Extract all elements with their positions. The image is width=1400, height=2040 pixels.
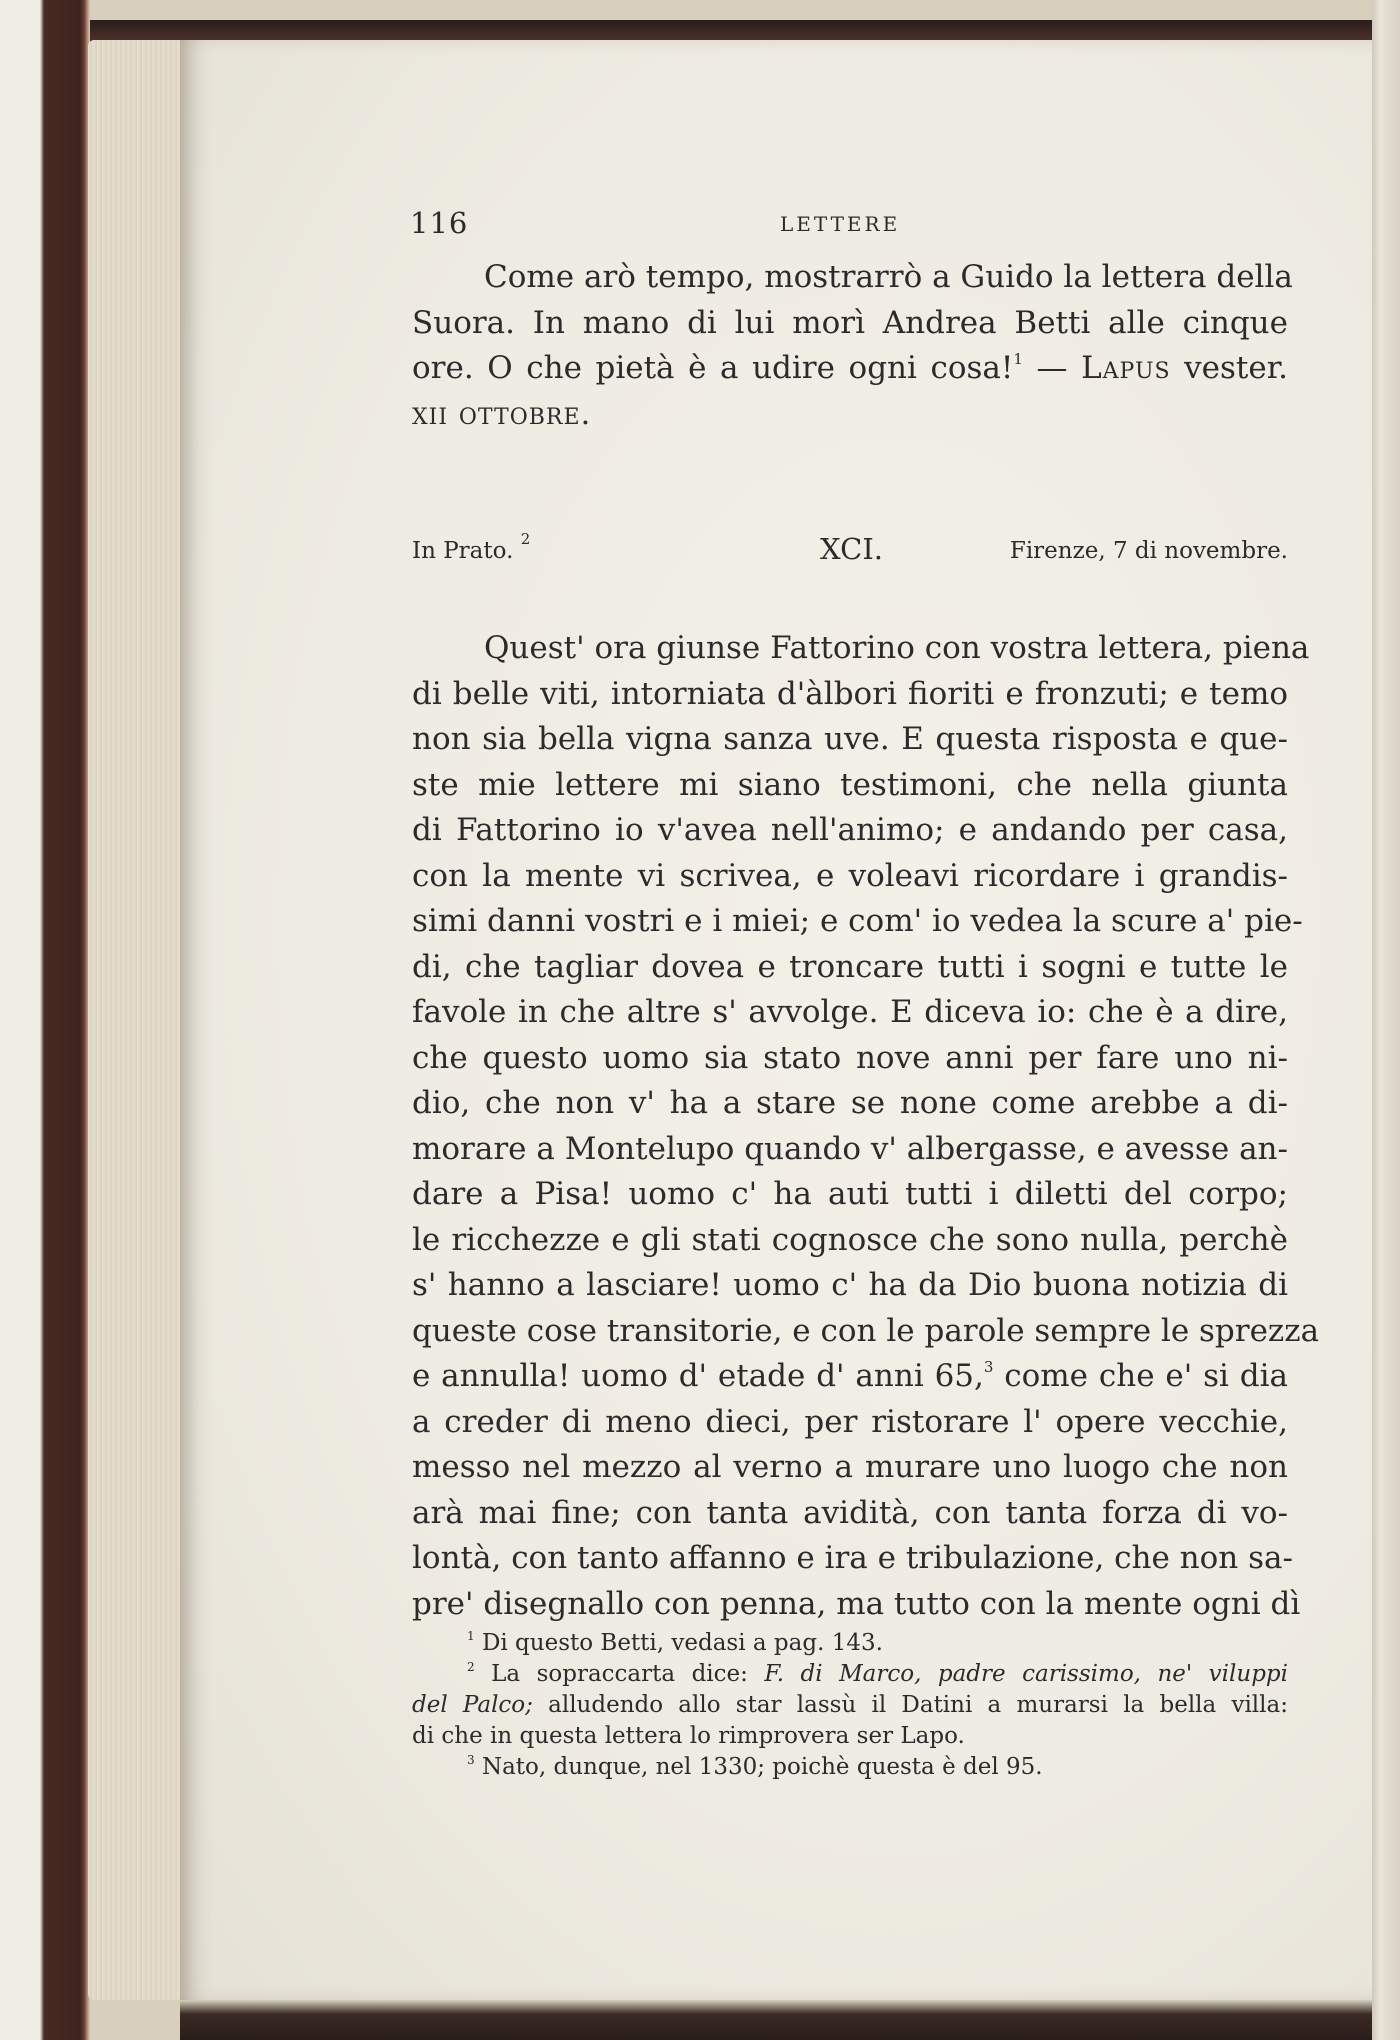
text-line: messo nel mezzo al verno a murare uno luogo che non (412, 1449, 1288, 1485)
text-line: s' hanno a lasciare! uomo c' ha da Dio buona notizia di (412, 1267, 1288, 1303)
footnote-ref-1: 1 (1013, 350, 1023, 368)
text-line: che questo uomo sia stato nove anni per fare uno ni- (412, 1039, 1288, 1076)
footnote-2-line-3: di che in questa lettera lo rimprovera ser Lapo. (412, 1723, 965, 1749)
text-line: simi danni vostri e i miei; e com' io vedea la scure a' pie- (412, 903, 1303, 939)
em-dash: — (1022, 350, 1082, 386)
running-head (410, 206, 1290, 242)
book-cover-bottom-edge (180, 2000, 1372, 2040)
page-block-edges (88, 40, 184, 2000)
running-title: LETTERE (780, 212, 901, 236)
footnote-2 (412, 1659, 1288, 1690)
text-fragment: come che e' si dia (993, 1358, 1288, 1394)
letter-place (412, 530, 531, 564)
text-line: lontà, con tanto affanno e ira e tribulazione, che non sa- (412, 1540, 1293, 1576)
footnote-ref-2: 2 (520, 530, 531, 548)
text-line: pre' disegnallo con penna, ma tutto con la mente ogni dì (412, 1585, 1301, 1622)
footnote-1 (412, 1628, 1288, 1659)
text-line: Suora. In mano di lui morì Andrea Betti alle cinque (412, 304, 1288, 341)
text-line: con la mente vi scrivea, e voleavi ricordare i grandis- (412, 857, 1288, 894)
text-fragment: ore. O che pietà è a udire ogni cosa! (412, 350, 1014, 386)
page-number: 116 (410, 206, 469, 240)
text-line (412, 1354, 1288, 1400)
footnote-mark: 2 (467, 1660, 475, 1674)
text-line: dare a Pisa! uomo c' ha auti tutti i diletti del corpo; (412, 1176, 1288, 1212)
text-fragment: vester. (1170, 350, 1289, 386)
footnote-italic: F. di Marco, padre carissimo, ne' viluppi (764, 1661, 1289, 1687)
text-line: xii ottobre. (412, 395, 592, 432)
text-line: di, che tagliar dovea e troncare tutti i sogni e tutte le (412, 948, 1288, 985)
text-line: non sia bella vigna sanza uve. E questa risposta e que- (412, 721, 1288, 757)
footnote-text: Di questo Betti, vedasi a pag. 143. (481, 1630, 883, 1656)
footnote-text: La sopraccarta dice: (491, 1661, 765, 1687)
footnote-ref-3: 3 (983, 1358, 994, 1376)
footnote-3 (412, 1752, 1288, 1783)
paragraph-1 (412, 255, 1293, 437)
text-line (412, 346, 1288, 392)
text-line: Quest' ora giunse Fattorino con vostra lettera, piena (484, 630, 1310, 666)
text-line: le ricchezze e gli stati cognosce che sono nulla, perchè (412, 1221, 1288, 1258)
text-line: a creder di meno dieci, per ristorare l' opere vecchie, (412, 1403, 1288, 1440)
text-line: di belle viti, intorniata d'àlbori fioriti e fronzuti; e temo (412, 675, 1288, 712)
text-line: queste cose transitorie, e con le parole sempre le sprezza (412, 1312, 1320, 1349)
footnote-2-line-2 (412, 1690, 1288, 1721)
text-line: Come arò tempo, mostrarrò a Guido la lettera della (484, 259, 1293, 295)
footnote-mark: 1 (467, 1629, 475, 1643)
text-line: morare a Montelupo quando v' albergasse, e avesse an- (412, 1130, 1288, 1167)
footnote-text: alludendo allo star lassù il Datini a murarsi la bella villa: (532, 1692, 1288, 1718)
signature: Lapus (1081, 350, 1171, 386)
footnotes (412, 1628, 1288, 1783)
letter-heading (412, 532, 1288, 572)
text-fragment: e annulla! uomo d' etade d' anni 65, (412, 1358, 984, 1394)
text-line: di Fattorino io v'avea nell'animo; e andando per casa, (412, 812, 1288, 848)
letter-number: XCI. (820, 532, 883, 566)
paragraph-2 (412, 626, 1320, 1627)
text-line: dio, che non v' ha a stare se none come arebbe a di- (412, 1085, 1288, 1121)
facing-page-edge (1372, 0, 1400, 2040)
text-line: favole in che altre s' avvolge. E diceva io: che è a dire, (412, 994, 1288, 1030)
footnote-text: Nato, dunque, nel 1330; poichè questa è del 95. (481, 1754, 1043, 1780)
text-line: ste mie lettere mi siano testimoni, che nella giunta (412, 766, 1288, 803)
text-line: arà mai fine; con tanta avidità, con tanta forza di vo- (412, 1494, 1288, 1531)
footnote-mark: 3 (467, 1753, 475, 1767)
place-text: In Prato. (412, 538, 514, 564)
footnote-italic: del Palco; (412, 1692, 533, 1718)
letter-date: Firenze, 7 di novembre. (1009, 538, 1288, 564)
